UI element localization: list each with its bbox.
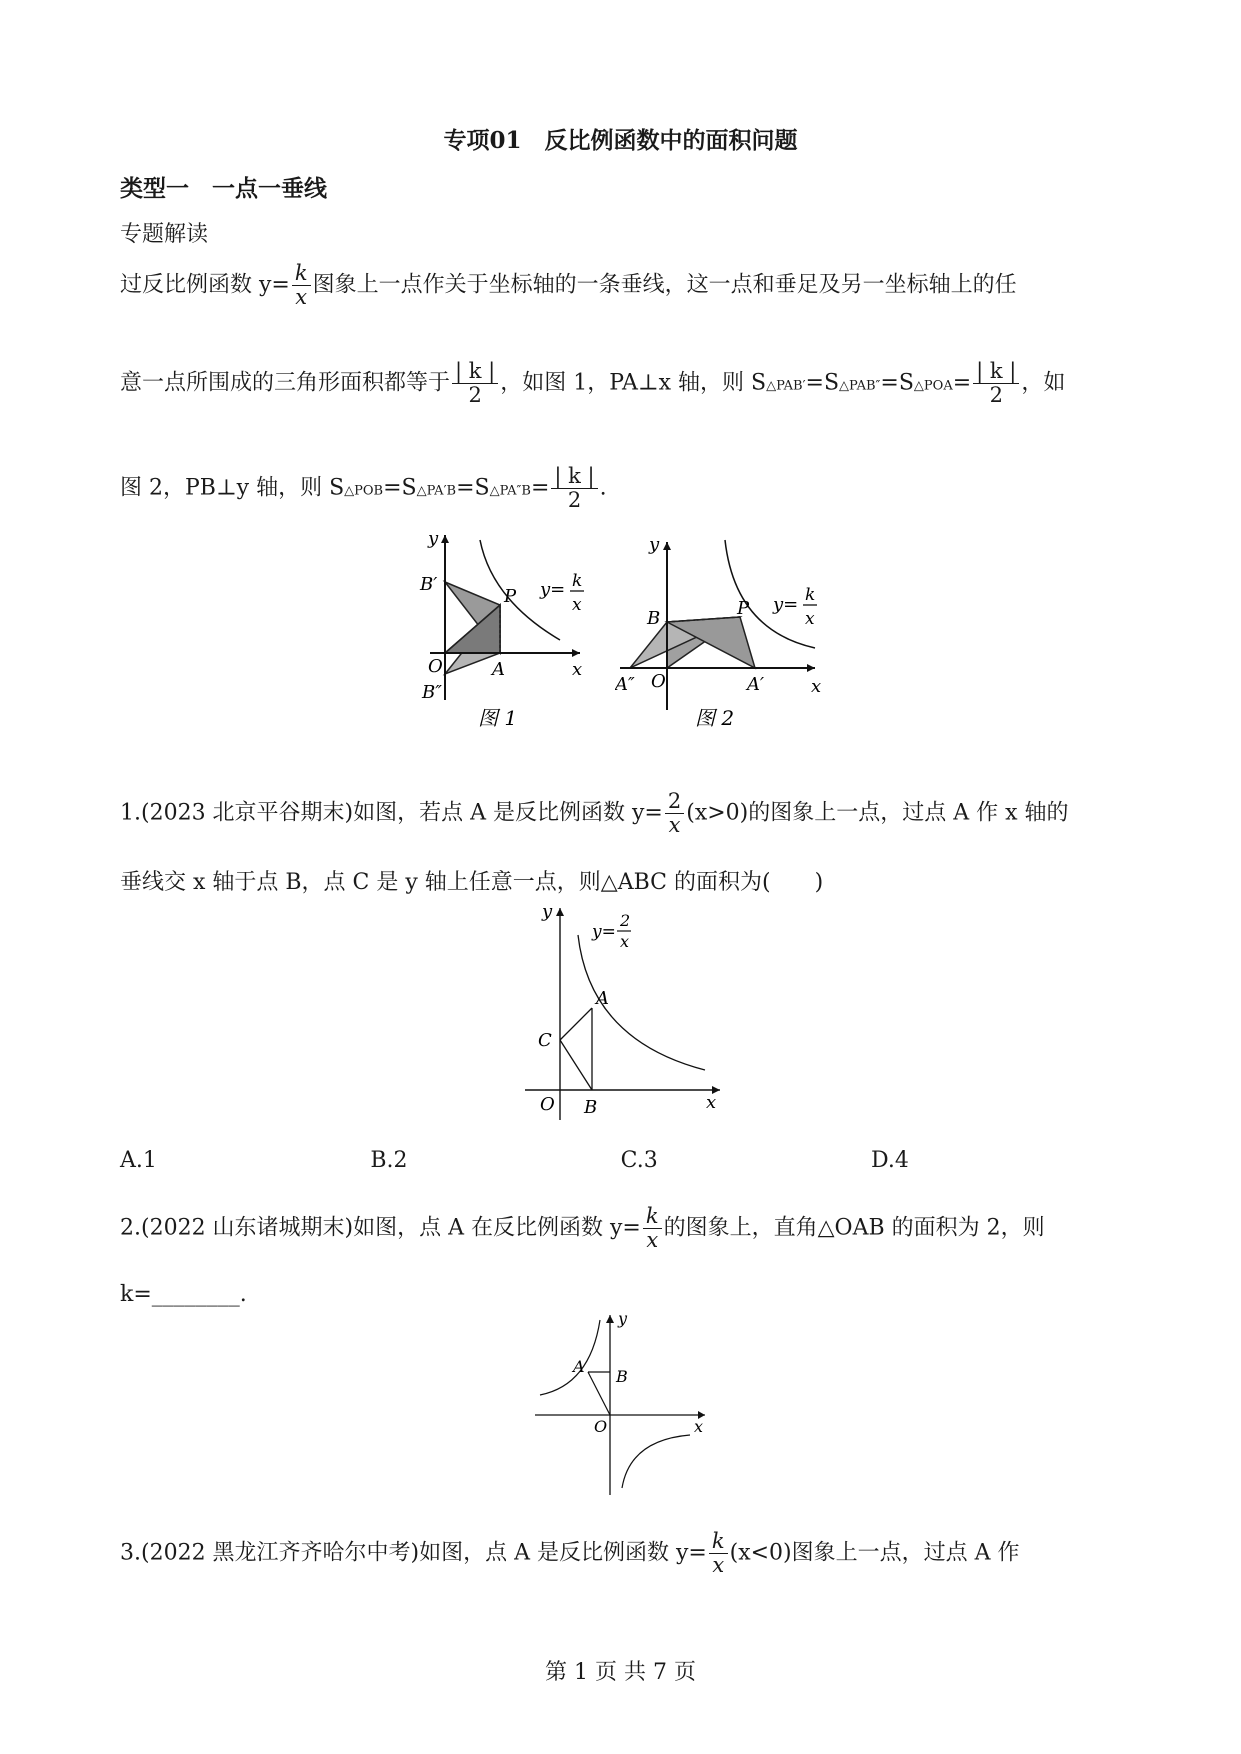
q1-segment-cb [560, 1040, 592, 1090]
fig2-label-o: O [651, 671, 666, 692]
q1-label-c: C [538, 1030, 552, 1051]
fig1-label-y: y [428, 530, 439, 549]
intro-line-1: 过反比例函数 y= $\frac{k}{x}$ 图象上一点作关于坐标轴的一条垂线，这一点和垂足及另一坐标轴上的任 [120, 261, 1017, 310]
k-over-x-fraction: $\frac{k}{x}$ [292, 262, 311, 309]
page-title: 专项01 反比例函数中的面积问题 [443, 127, 798, 154]
figure-1 [400, 530, 600, 730]
fig1-func: y= [540, 579, 566, 600]
q1-option-b[interactable]: B.2 [370, 1148, 408, 1173]
q2-label-b: B [616, 1367, 628, 1386]
fig1-label-x: x [572, 659, 583, 680]
q2-curve-lower [622, 1435, 690, 1488]
q1-option-a[interactable]: A.1 [120, 1148, 157, 1173]
svg-text:k: k [805, 585, 816, 605]
absk-over-2-fraction: $\frac{| k |}{2}$ [452, 360, 498, 407]
q2-label-o: O [594, 1417, 608, 1436]
q2-segment-ao [588, 1372, 610, 1415]
q1-label-a: A [596, 988, 609, 1009]
q1-figure [520, 900, 725, 1125]
q2-label-x: x [694, 1417, 704, 1436]
svg-text:x: x [805, 609, 815, 629]
q1-label-x: x [706, 1092, 717, 1113]
fig2-label-b: B [647, 608, 661, 629]
fig2-caption: 图 2 [695, 706, 735, 730]
q1-line-2: 垂线交 x 轴于点 B，点 C 是 y 轴上任意一点，则△ABC 的面积为( ) [120, 870, 824, 895]
fig2-label-y: y [649, 534, 660, 555]
intro-line-2: 意一点所围成的三角形面积都等于 $\frac{| k |}{2}$ ，如图 1，PA⊥x 轴，则 S△PAB′=S△PAB″=S△POA= $\frac{| k |}{2}$ ，如 [120, 359, 1066, 408]
q2-line-2: k=________. [120, 1282, 247, 1307]
fig1-label-a: A [492, 659, 505, 680]
fig1-label-b2: B″ [422, 682, 442, 703]
svg-text:k: k [572, 571, 583, 591]
q2-label-y: y [618, 1310, 628, 1328]
q1-options [120, 1148, 1121, 1173]
q1-segment-ca [560, 1008, 592, 1040]
q1-option-c[interactable]: C.3 [620, 1148, 658, 1173]
fig2-func: y= [773, 594, 799, 615]
q2-line-1: 2.(2022 山东诸城期末)如图，点 A 在反比例函数 y= $\frac{k}{x}$ 的图象上，直角△OAB 的面积为 2，则 [120, 1204, 1045, 1253]
q1-label-o: O [540, 1094, 555, 1115]
q1-func: y= [592, 922, 616, 942]
q2-curve-upper [540, 1320, 600, 1395]
page-footer: 第 1 页 共 7 页 [545, 1660, 696, 1685]
q1-label-y: y [542, 901, 553, 922]
q2-figure [530, 1310, 710, 1500]
svg-text:x: x [620, 932, 630, 951]
figure-2 [615, 530, 830, 730]
svg-text:2: 2 [620, 911, 631, 930]
fig2-label-p: P [737, 598, 750, 619]
svg-text:x: x [572, 595, 582, 615]
section-heading: 类型一 一点一垂线 [120, 175, 327, 202]
fig1-label-b1: B′ [420, 574, 438, 595]
q1-line-1: 1.(2023 北京平谷期末)如图，若点 A 是反比例函数 y= $\frac{2}{x}$ (x>0)的图象上一点，过点 A 作 x 轴的 [120, 789, 1069, 838]
fig2-label-x: x [811, 676, 822, 697]
fig1-label-p: P [504, 586, 517, 607]
q1-label-b: B [584, 1097, 598, 1118]
fig2-label-a2: A″ [615, 674, 635, 695]
subheading: 专题解读 [120, 222, 209, 247]
fig2-label-a1: A′ [747, 674, 765, 695]
q2-label-a: A [573, 1357, 585, 1376]
fig1-label-o: O [428, 656, 443, 677]
q1-option-d[interactable]: D.4 [870, 1148, 909, 1173]
intro-line-3: 图 2，PB⊥y 轴，则 S△POB=S△PA′B=S△PA″B= $\frac{| k |}{2}$ . [120, 464, 607, 513]
q3-line-1: 3.(2022 黑龙江齐齐哈尔中考)如图，点 A 是反比例函数 y= $\frac{k}{x}$ (x<0)图象上一点，过点 A 作 [120, 1529, 1020, 1578]
fig1-caption: 图 1 [478, 706, 518, 730]
